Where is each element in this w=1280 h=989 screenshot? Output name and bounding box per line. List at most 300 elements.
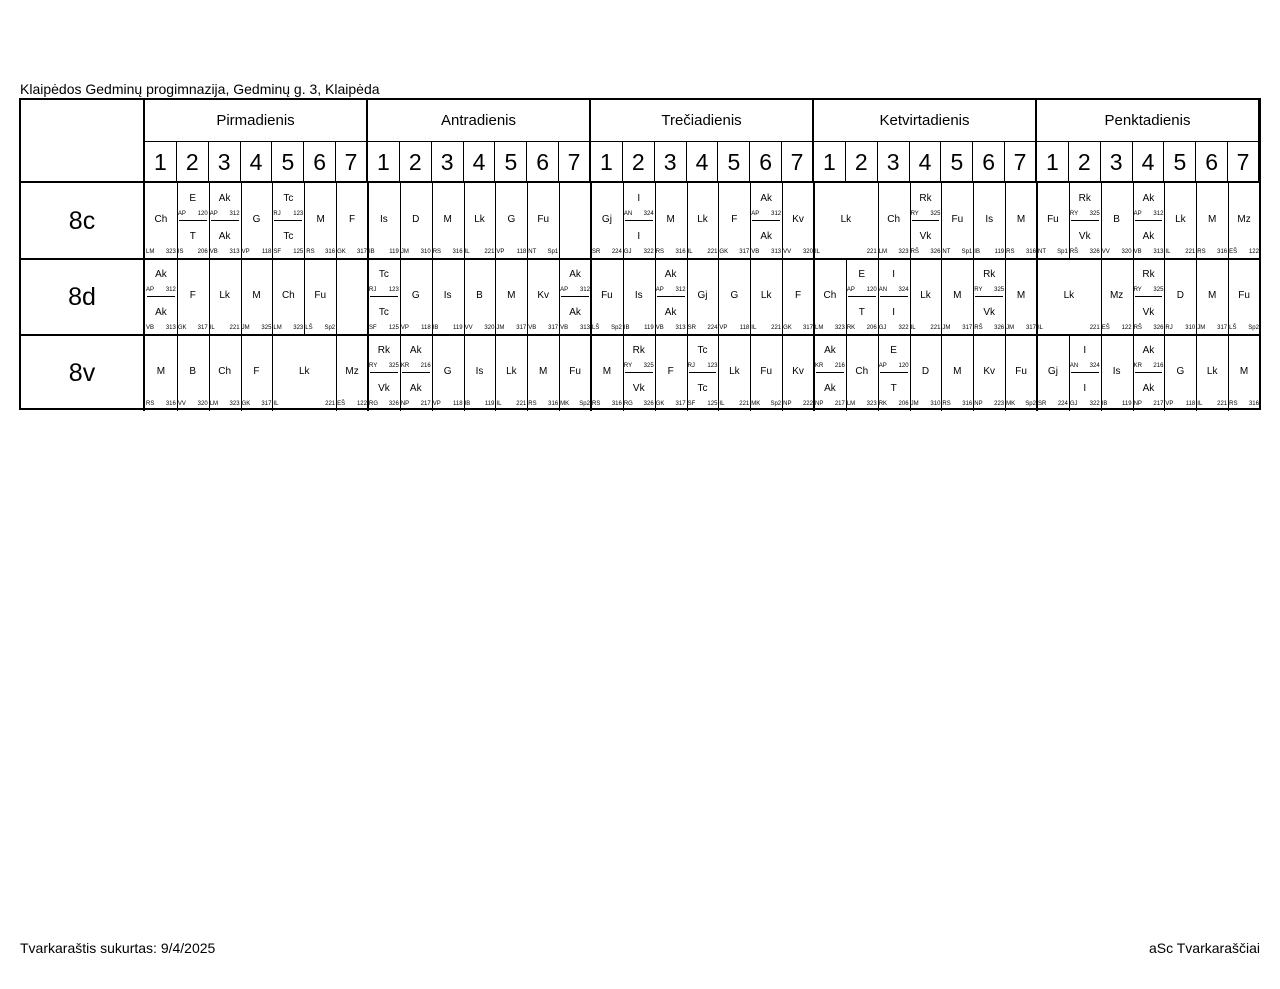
group-divider	[975, 296, 1003, 297]
teacher-code: VV	[783, 249, 792, 255]
room-number: 317	[1025, 325, 1036, 331]
lesson-cell[interactable]	[241, 259, 273, 335]
period-number: 1	[368, 142, 400, 183]
lesson-cell[interactable]	[846, 335, 878, 411]
period-number: 2	[623, 142, 655, 183]
lesson-cell[interactable]	[464, 183, 496, 259]
lesson-cell[interactable]	[910, 259, 942, 335]
subject: F	[667, 366, 674, 377]
teacher-code: AN	[878, 287, 888, 293]
period-number: 4	[910, 142, 942, 183]
teacher-code: LŠ	[1229, 325, 1237, 331]
teacher-code: LŠ	[305, 325, 313, 331]
teacher-code: GK	[655, 401, 665, 407]
lesson-cell[interactable]	[718, 259, 750, 335]
subject: Lk	[474, 214, 485, 225]
teacher-code: IB	[974, 249, 980, 255]
lesson-cell[interactable]	[718, 183, 750, 259]
lesson-cell[interactable]	[145, 335, 177, 411]
room-number: 323	[834, 325, 845, 331]
teacher-code: IB	[1101, 401, 1108, 407]
lesson-cell[interactable]	[910, 183, 942, 259]
lesson-cell[interactable]	[1228, 259, 1260, 335]
subject: M	[1208, 290, 1217, 301]
teacher-code: IB	[369, 249, 375, 255]
room-number: 320	[1121, 249, 1132, 255]
room-number: 317	[962, 325, 973, 331]
room-number: 326	[643, 401, 654, 407]
room-number: 323	[898, 249, 909, 255]
period-number: 4	[464, 142, 496, 183]
lesson-cell[interactable]	[400, 259, 432, 335]
lesson-cell[interactable]	[368, 259, 400, 335]
teacher-code: RS	[592, 401, 601, 407]
subject: Vk	[919, 231, 932, 242]
teacher-code: VP	[241, 249, 250, 255]
room-number: Sp2	[770, 401, 782, 407]
lesson-cell[interactable]	[687, 335, 719, 411]
lesson-cell[interactable]	[272, 183, 336, 259]
subject: Lk	[1063, 290, 1075, 301]
subject: F	[349, 214, 356, 225]
room-number: Sp1	[961, 249, 973, 255]
subject: E	[858, 269, 866, 280]
lesson-cell[interactable]	[527, 183, 559, 259]
lesson-cell[interactable]	[1005, 335, 1037, 411]
subject: Kv	[792, 366, 804, 377]
teacher-code: AP	[846, 287, 855, 293]
lesson-cell[interactable]	[750, 259, 782, 335]
lesson-cell[interactable]	[209, 183, 241, 259]
subject: Tc	[283, 193, 294, 204]
teacher-code: RŠ	[974, 325, 983, 331]
lesson-cell[interactable]	[1101, 183, 1133, 259]
lesson-cell[interactable]	[304, 259, 336, 335]
room-number: 326	[1153, 325, 1164, 331]
teacher-code: LŠ	[592, 325, 600, 331]
lesson-cell[interactable]	[623, 335, 655, 411]
subject: Ak	[824, 383, 836, 394]
lesson-cell[interactable]	[432, 335, 464, 411]
subject: Ak	[155, 307, 167, 318]
room-number: 118	[261, 249, 272, 255]
group-divider	[147, 296, 175, 297]
teacher-code: IL	[1038, 325, 1044, 331]
lesson-cell[interactable]	[973, 259, 1005, 335]
teacher-code: KR	[400, 363, 410, 369]
period-number: 6	[527, 142, 559, 183]
teacher-code: RY	[623, 363, 633, 369]
room-number: 224	[1057, 401, 1068, 407]
room-number: 317	[516, 325, 527, 331]
lesson-cell[interactable]	[1164, 335, 1196, 411]
room-number: 120	[866, 287, 877, 293]
lesson-cell[interactable]	[655, 259, 687, 335]
room-number: 312	[1153, 211, 1164, 217]
room-number: 317	[739, 249, 750, 255]
period-number: 1	[591, 142, 623, 183]
subject: Ak	[218, 231, 231, 242]
subject: G	[507, 214, 516, 225]
lesson-cell[interactable]	[941, 183, 973, 259]
teacher-code: RJ	[687, 363, 695, 369]
lesson-cell[interactable]	[145, 259, 177, 335]
group-divider	[402, 372, 430, 373]
teacher-code: IL	[1165, 249, 1171, 255]
subject: M	[252, 290, 261, 301]
lesson-cell[interactable]	[750, 183, 782, 259]
lesson-cell[interactable]	[1133, 335, 1165, 411]
teacher-code: LM	[146, 249, 155, 255]
subject: Lk	[729, 366, 740, 377]
room-number: 326	[994, 325, 1005, 331]
subject: Fu	[314, 290, 327, 301]
lesson-cell[interactable]	[209, 335, 241, 411]
teacher-code: EŠ	[337, 401, 346, 407]
lesson-cell[interactable]	[973, 335, 1005, 411]
room-number: 125	[707, 401, 718, 407]
class-label: 8d	[21, 259, 145, 335]
lesson-cell[interactable]	[782, 183, 814, 259]
room-number: 120	[197, 211, 208, 217]
lesson-cell[interactable]	[941, 259, 973, 335]
lesson-cell[interactable]	[336, 259, 368, 335]
lesson-cell[interactable]	[1101, 259, 1133, 335]
subject: Vk	[632, 383, 645, 394]
lesson-cell[interactable]	[1196, 259, 1228, 335]
subject: Fu	[1047, 214, 1059, 225]
subject: Ak	[664, 307, 677, 318]
subject: Is	[443, 290, 452, 301]
lesson-cell[interactable]	[1196, 183, 1228, 259]
lesson-cell[interactable]	[1164, 183, 1196, 259]
lesson-cell[interactable]	[1133, 183, 1165, 259]
room-number: 221	[771, 325, 782, 331]
day-header: Ketvirtadienis	[814, 100, 1037, 142]
teacher-code: IL	[209, 325, 215, 331]
period-number: 3	[878, 142, 910, 183]
room-number: 325	[930, 211, 941, 217]
teacher-code: RK	[878, 401, 888, 407]
lesson-cell[interactable]	[718, 335, 750, 411]
period-number: 6	[1196, 142, 1228, 183]
group-divider	[880, 372, 908, 373]
teacher-code: GJ	[623, 249, 632, 255]
period-number: 6	[304, 142, 336, 183]
teacher-code: IL	[910, 325, 916, 331]
period-number: 3	[209, 142, 241, 183]
room-number: 206	[197, 249, 208, 255]
subject: Tc	[283, 231, 294, 242]
lesson-cell[interactable]	[145, 183, 177, 259]
lesson-cell[interactable]	[432, 259, 464, 335]
period-number: 7	[1228, 142, 1260, 183]
lesson-cell[interactable]	[272, 335, 336, 411]
group-divider	[625, 220, 653, 221]
lesson-cell[interactable]	[495, 335, 527, 411]
room-number: 122	[1248, 249, 1259, 255]
teacher-code: GK	[177, 325, 187, 331]
lesson-cell[interactable]	[368, 183, 400, 259]
subject: Tc	[378, 269, 389, 280]
lesson-cell[interactable]	[559, 335, 591, 411]
room-number: 217	[420, 401, 431, 407]
lesson-cell[interactable]	[1164, 259, 1196, 335]
subject: Ch	[154, 214, 168, 225]
subject: M	[539, 366, 548, 377]
room-number: 313	[579, 325, 590, 331]
lesson-cell[interactable]	[655, 335, 687, 411]
room-number: 316	[962, 401, 973, 407]
subject: Gj	[697, 290, 708, 301]
lesson-cell[interactable]	[1037, 183, 1069, 259]
subject: M	[1239, 366, 1249, 377]
teacher-code: GJ	[1069, 401, 1078, 407]
lesson-cell[interactable]	[1228, 183, 1260, 259]
period-number: 1	[145, 142, 177, 183]
teacher-code: VB	[751, 249, 760, 255]
lesson-cell[interactable]	[750, 335, 782, 411]
lesson-cell[interactable]	[655, 183, 687, 259]
lesson-cell[interactable]	[336, 183, 368, 259]
teacher-code: VB	[560, 325, 569, 331]
lesson-cell[interactable]	[591, 259, 623, 335]
period-number: 6	[750, 142, 782, 183]
lesson-cell[interactable]	[1037, 335, 1069, 411]
teacher-code: IL	[496, 401, 502, 407]
lesson-cell[interactable]	[687, 183, 719, 259]
group-divider	[1135, 220, 1163, 221]
lesson-cell[interactable]	[910, 335, 942, 411]
lesson-cell[interactable]	[527, 335, 559, 411]
subject: Tc	[378, 307, 389, 318]
room-number: 221	[707, 249, 718, 255]
teacher-code: IB	[464, 401, 471, 407]
group-divider	[370, 372, 398, 373]
lesson-cell[interactable]	[782, 259, 814, 335]
room-number: 206	[866, 325, 877, 331]
room-number: 221	[516, 401, 527, 407]
lesson-cell[interactable]	[177, 183, 209, 259]
teacher-code: SR	[1038, 401, 1047, 407]
lesson-cell[interactable]	[623, 259, 655, 335]
room-number: 313	[1153, 249, 1164, 255]
lesson-cell[interactable]	[941, 335, 973, 411]
lesson-cell[interactable]	[1196, 335, 1228, 411]
lesson-cell[interactable]	[495, 183, 527, 259]
room-number: 217	[1153, 401, 1164, 407]
lesson-cell[interactable]	[432, 183, 464, 259]
room-number: 313	[165, 325, 176, 331]
lesson-cell[interactable]	[209, 259, 241, 335]
lesson-cell[interactable]	[687, 259, 719, 335]
lesson-cell[interactable]	[814, 183, 878, 259]
subject: Ak	[1142, 345, 1155, 356]
lesson-cell[interactable]	[973, 183, 1005, 259]
lesson-cell[interactable]	[464, 259, 496, 335]
teacher-code: LM	[878, 249, 888, 255]
room-number: 325	[643, 363, 654, 369]
group-divider	[561, 296, 589, 297]
subject: Kv	[537, 290, 550, 301]
room-number: 221	[484, 249, 495, 255]
lesson-cell[interactable]	[878, 259, 910, 335]
room-number: 221	[739, 401, 750, 407]
lesson-cell[interactable]	[241, 335, 273, 411]
subject: M	[443, 214, 452, 225]
period-number: 3	[432, 142, 464, 183]
room-number: 312	[229, 211, 240, 217]
subject: Rk	[983, 269, 996, 280]
teacher-code: AP	[560, 287, 569, 293]
teacher-code: AP	[209, 211, 218, 217]
lesson-cell[interactable]	[400, 183, 432, 259]
teacher-code: MK	[560, 401, 570, 407]
lesson-cell[interactable]	[623, 183, 655, 259]
group-divider	[179, 220, 207, 221]
lesson-cell[interactable]	[464, 335, 496, 411]
teacher-code: RY	[1133, 287, 1142, 293]
subject: Mz	[1237, 214, 1251, 225]
lesson-cell[interactable]	[591, 335, 623, 411]
lesson-cell[interactable]	[559, 259, 591, 335]
teacher-code: RS	[432, 249, 442, 255]
room-number: 119	[484, 401, 495, 407]
period-number: 7	[1005, 142, 1037, 183]
group-divider	[211, 220, 239, 221]
room-number: Sp2	[1025, 401, 1036, 407]
lesson-cell[interactable]	[591, 183, 623, 259]
room-number: 325	[1153, 287, 1164, 293]
lesson-cell[interactable]	[782, 335, 814, 411]
teacher-code: VP	[1165, 401, 1174, 407]
subject: M	[1208, 214, 1217, 225]
group-divider	[689, 372, 717, 373]
teacher-code: RG	[369, 401, 378, 407]
period-number: 5	[495, 142, 527, 183]
teacher-code: LM	[209, 401, 219, 407]
room-number: 316	[325, 249, 336, 255]
lesson-cell[interactable]	[527, 259, 559, 335]
lesson-cell[interactable]	[1005, 259, 1037, 335]
lesson-cell[interactable]	[400, 335, 432, 411]
lesson-cell[interactable]	[272, 259, 304, 335]
lesson-cell[interactable]	[1005, 183, 1037, 259]
room-number: 320	[802, 249, 813, 255]
room-number: 313	[771, 249, 782, 255]
teacher-code: IL	[719, 401, 725, 407]
teacher-code: RŠ	[910, 249, 919, 255]
subject: Is	[475, 366, 484, 377]
teacher-code: RS	[146, 401, 155, 407]
teacher-code: AN	[623, 211, 633, 217]
period-number: 3	[655, 142, 687, 183]
room-number: 119	[644, 325, 654, 331]
teacher-code: AP	[655, 287, 664, 293]
room-number: 118	[516, 249, 527, 255]
teacher-code: JM	[942, 325, 951, 331]
room-number: 221	[1185, 249, 1196, 255]
subject: Fu	[569, 366, 581, 377]
lesson-cell	[304, 183, 336, 259]
room-number: 316	[548, 401, 559, 407]
subject: Ak	[760, 193, 773, 204]
lesson-cell[interactable]	[814, 335, 846, 411]
lesson-cell[interactable]	[814, 259, 846, 335]
group-divider	[274, 220, 302, 221]
room-number: 325	[994, 287, 1005, 293]
lesson-cell[interactable]	[1133, 259, 1165, 335]
lesson-cell[interactable]	[177, 259, 209, 335]
subject: Lk	[219, 290, 230, 301]
teacher-code: GJ	[878, 325, 887, 331]
lesson-cell[interactable]	[177, 335, 209, 411]
period-number: 7	[782, 142, 814, 183]
lesson-cell[interactable]	[1069, 335, 1101, 411]
subject: Is	[1112, 366, 1121, 377]
teacher-code: AP	[177, 211, 186, 217]
subject: I	[1083, 345, 1087, 356]
room-number: 122	[356, 401, 367, 407]
lesson-cell[interactable]	[368, 335, 400, 411]
lesson-cell[interactable]	[241, 183, 273, 259]
subject: Ch	[281, 290, 295, 301]
lesson-cell[interactable]	[495, 259, 527, 335]
room-number: Sp2	[324, 325, 336, 331]
subject: M	[507, 290, 516, 301]
teacher-code: RS	[1229, 401, 1238, 407]
lesson-cell[interactable]	[1069, 183, 1101, 259]
room-number: 317	[197, 325, 208, 331]
teacher-code: VV	[1101, 249, 1110, 255]
subject: Rk	[377, 345, 391, 356]
room-number: 316	[1248, 401, 1259, 407]
subject: Mz	[1109, 290, 1124, 301]
lesson-cell[interactable]	[878, 335, 910, 411]
subject: Lk	[1175, 214, 1186, 225]
subject: Tc	[697, 345, 708, 356]
room-number: 216	[420, 363, 431, 369]
subject: Ak	[409, 345, 422, 356]
room-number: 312	[579, 287, 590, 293]
lesson-cell[interactable]	[336, 335, 368, 411]
subject: Ak	[409, 383, 422, 394]
lesson-cell[interactable]	[878, 183, 910, 259]
lesson-cell[interactable]	[559, 183, 591, 259]
period-number: 5	[718, 142, 750, 183]
subject: E	[189, 193, 197, 204]
lesson-cell-split	[272, 183, 304, 259]
group-divider	[657, 296, 685, 297]
lesson-cell[interactable]	[1037, 259, 1101, 335]
group-divider	[1135, 372, 1163, 373]
room-number: 317	[356, 249, 367, 255]
room-number: 221	[866, 249, 877, 255]
room-number: Sp2	[579, 401, 590, 407]
subject: Fu	[760, 366, 773, 377]
lesson-cell[interactable]	[846, 259, 878, 335]
subject: Ak	[1142, 231, 1155, 242]
subject: Lk	[840, 214, 852, 225]
subject: Ak	[664, 269, 677, 280]
subject: Ch	[823, 290, 837, 301]
room-number: 313	[229, 249, 240, 255]
lesson-cell[interactable]	[1228, 335, 1260, 411]
room-number: 313	[675, 325, 686, 331]
lesson-cell[interactable]	[1101, 335, 1133, 411]
room-number: 317	[675, 401, 686, 407]
subject: Ak	[155, 269, 167, 280]
